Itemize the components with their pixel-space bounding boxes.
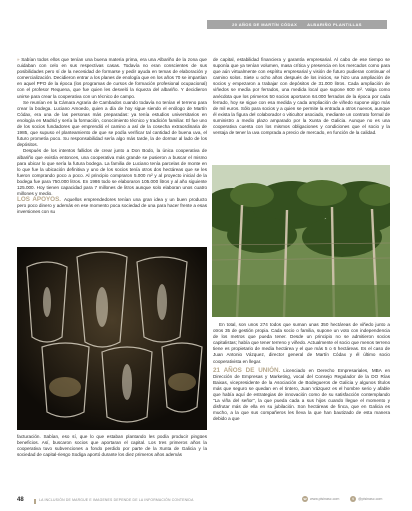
running-header <box>207 20 387 29</box>
photo-vineyard <box>212 165 390 317</box>
column-right-top-text <box>213 57 390 161</box>
column-left-bottom-text <box>17 434 207 492</box>
section-heading-union: 21 AÑOS DE UNIÓN. <box>213 366 281 374</box>
lead-paragraph: » Sabían todos ellos que tenían una buena materia prima, era una Albariño de la zona que cuidaban con celo en sus respectivas casas. Todavía no eran conscientes de sus posibilidades pero sí de la necesidad de formarse y pedir ayuda en temas de elaboración y comercialización. Decidieron entrar a los planes de enología que en los años 70 se impartían en aquel PPO de la época (los programas de cursos de formación profesional ocupacional) con el profesor Requena, que fue quien les desveló la riqueza del albariño. Y decidieron unirse para crear la cooperativa con un técnico de campo. <box>17 57 207 99</box>
paragraph: En total, son unos 274 todos que suman unas 350 hectáreas de viñedo junto a otros 35 de gestión propia. Cada socio o familia, supone un voto con independencia de los metros que pueda tener. Desde un principio no se admitieron socios capitalistas; había que tener terreno y viñedo. Actualmente el socio que menos terreno tiene es propietario de media hectárea y el que más 5 o 6 hectáreas. Es el caso de Juan Antonio Vázquez, director general de Martín Códax y él último socio cooperativista en llegar. <box>213 322 390 364</box>
footer-twitter-text: @pisinasc.com <box>358 497 383 501</box>
twitter-icon: t <box>350 496 356 502</box>
page-number: 48 <box>17 497 24 503</box>
running-header-left: 20 AÑOS DE MARTÍN CÓDAX <box>232 22 298 27</box>
footer-website-text: www.pisinasc.com <box>310 497 340 501</box>
footer-website[interactable] <box>302 496 339 502</box>
paragraph: de capital, estabilidad financiera y garantía empresarial. Al cabo de ese tiempo se suponía que ya tenían volumen, masa crítica y presencia en los mercados como para que aún virtualmente con espíritu empresarial y visión de futuro pudieran continuar el camino solos. Siete u ocho años después de los inicios, se hizo una ampliación de socios y empezaron a trabajar con depósitos de 31.000 litros. Cada ampliación de viñedos se medía por ferrados, una medida local que supone 600 m². Valga como anécdota que los primeros 50 socios aportaron 64.000 ferrados de la época por cada ferrado, hoy se sigue con esa medida y cada ampliación de viñedo supone algo más de mil euros. Sólo para socios y a quien se permite la entrada a otros nuevos, aunque él exista la figura del colaborador o viticultor asociado, mediante un contrato formal de suministro a medio plazo amparado por la Xunta de Galicia. Aunque no es una cooperativa cuenta con los mismos obligaciones y condiciones que el socio y la ventaja de tener la uva comprada a precio de mercado, en función de la calidad. <box>213 57 390 136</box>
web-icon: w <box>303 496 307 501</box>
paragraph: Se reunían en la Cámara Agraria de Cambados cuando todavía no tenían el terreno para crear la bodega. Luciano Amoedo, quien a día de hoy sigue siendo el enólogo de Martín Códax, era una de las personas más preparadas: ya tenía estudios universitarios en enología en Madrid y sería la formación, conocimiento técnico y tradición familiar. El fue uno de los socios fundadores que emprendió el camino a así de la cosecha extraordinaria de 1985, que supuso el planteamiento de que se podía verificar tal cantidad de buena uva, el futuro prometía poco. Su responsabilidad sería algo más tarde, la de dormar al lado de los depósitos. <box>17 99 207 148</box>
column-left-text <box>17 57 207 243</box>
paragraph: facturación. Sabían, eso sí, que lo que estaban plantando les podía producir pingües beneficios. Así, buscaron socios que aportaran el capital. Los tres primeros años la cooperativa tuvo subvenciones a fondo perdido por parte de la Xunta de Galicia y la sociedad de capital-riesgo Sodiga aportó durante los diez primeros años además <box>17 434 207 458</box>
lead-text: Sabían todos ellos que tenían una buena materia prima, era una <box>21 57 156 62</box>
photo-wine-glasses <box>17 247 207 430</box>
section-heading-apoyos: LOS APOYOS. <box>17 196 62 204</box>
footer-twitter[interactable] <box>350 496 382 502</box>
vineyard-image <box>212 165 390 317</box>
column-right-bottom-text <box>213 322 390 492</box>
footer-tagline: LA INCLUSIÓN DE MARGUE E IMAGENES DEPENDE DE LA INFORMACIÓN CONTENIDA <box>39 498 194 502</box>
section-paragraph-union <box>213 368 390 423</box>
running-header-right: ALBARIÑO PLANTILLAS <box>307 22 362 27</box>
paragraph: Después de los intentos fallidos de crear junto a Don Bodo, la única cooperativa de albariño que existía entonces, una cooperativa más grande se pusieron a buscar el mismo para ubicar lo que sería la futura bodega. La familia de Luciano tenía parcelas de monte en lo que fue la ubicación definitiva y uno de los socios tenía otros dos hectáreas que se les fueron comprando poco a poco. Al principio compraron 5.000 m² y al proyecto inicial de la bodega fue para 750.000 litros. En 1986 todo se elaboraron 105.000 litros y al año siguiente 125.000. Hoy tienen capacidad para 7 millones de litros aunque solo elaboran unos cuatro millones y medio. <box>17 148 207 197</box>
section-paragraph-apoyos <box>17 197 207 215</box>
paragraph: Albariño de la zona que cuidaban con celo en sus respectivas casas. Todavía no eran conscientes de sus posibilidades pero sí de la necesidad de formarse y pedir ayuda en temas de elaboración y comercialización. Decidieron entrar a los planes de enología que en los años 70 se impartían en aquel PPO de la época (los programas de cursos de formación profesional ocupacional) con el profesor Requena, que fue quien les desveló la riqueza del albariño. Y decidieron unirse para crear la cooperativa con un técnico de campo. <box>17 57 207 99</box>
paragraph: Aquellos emprendedores tenían una gran idea y un buen producto pero poco dinero y además en ese momento poca sociedad de una para hacer frente a esas inversiones con su <box>17 197 207 215</box>
paragraph: Licenciado en Derecho Empresariales, MBA en Dirección de Empresas y Marketing, vocal del Consejo Regulador de la DO Rías Baixas, vicepresidente de la Asociación de Bodegueros de Galicia y algunos títulos más que seguro se quedan en el tintero, Juan Vázquez es el hombre serio y afable que había aquí de estrategias de innovación como de su satisfacción contemplando "La viña del señor", la que pueda cada a sus hijos cuando llegue el momento y disfrutar más de ella en su jubilación. Son hectáreas de finca, que en Galicia es mucho, a la que sus compañeros les lleva la que han bautizado de esta manera debido a que <box>213 367 391 422</box>
wine-glasses-image <box>17 247 207 430</box>
footer-divider <box>34 499 36 504</box>
